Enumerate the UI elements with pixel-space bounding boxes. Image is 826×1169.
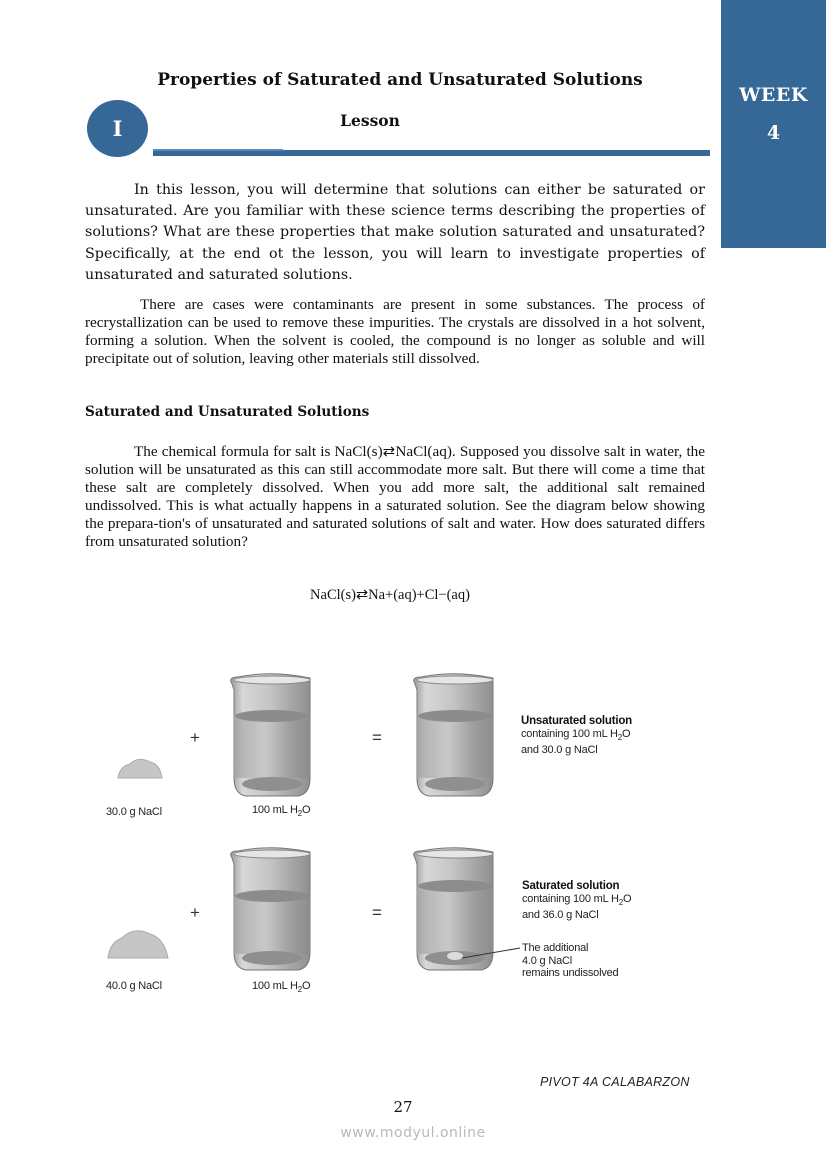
week-number: 4 (766, 122, 781, 144)
beaker-saturated (414, 848, 493, 970)
unsaturated-description: Unsaturated solution containing 100 mL $H_2O$ and 30.0 g NaCl (521, 715, 633, 757)
plus-sign-1: + (190, 728, 200, 747)
paragraph-recrystallization (85, 296, 705, 368)
water-label-2: 100 mL $H_2O$ (252, 980, 311, 995)
beaker-water-1 (231, 674, 310, 796)
week-label: WEEK (739, 84, 808, 106)
beaker-unsaturated (414, 674, 493, 796)
unsaturated-title: Unsaturated solution (521, 715, 633, 727)
saturated-description: Saturated solution containing 100 mL $H_2O$ and 36.0 g NaCl (522, 880, 632, 922)
week-tab (721, 0, 826, 248)
dissociation-equation: NaCl(s)⇄Na+(aq)+Cl−(aq) (310, 587, 470, 603)
equals-sign-2: = (372, 903, 382, 922)
undissolved-callout: The additional 4.0 g NaCl remains undissolved (522, 942, 619, 979)
page-number: 27 (393, 1098, 413, 1116)
undissolved-salt (447, 952, 463, 960)
plus-sign-2: + (190, 903, 200, 922)
saturated-title: Saturated solution (522, 880, 620, 892)
header-divider (153, 150, 710, 156)
salt-label-1: 30.0 g NaCl (106, 806, 162, 818)
paragraph-intro (85, 180, 705, 286)
paragraph-salt-text: The chemical formula for salt is NaCl(s)⇄NaCl(aq). Supposed you dissolve salt in water, the solution will be unsaturated as this can still accommodate more salt. But there will come a time that these salt are completely dissolved. When you add more salt, the additional salt remained undissolved. This is what actually happens in a saturated solution. See the diagram below showing the prepara-tion's of unsaturated and saturated solutions of salt and water. How does saturated differs from unsaturated solution? (85, 443, 705, 551)
equals-sign-1: = (372, 728, 382, 747)
paragraph-recrystallization-text: There are cases were contaminants are present in some substances. The process of recrystallization can be used to remove these impurities. The crystals are dissolved in a hot solvent, forming a solution. When the solvent is cooled, the compound is no longer as soluble and will precipitate out of solution, leaving other materials still dissolved. (85, 296, 705, 368)
diagram-graphics (0, 660, 826, 1020)
page-title: Properties of Saturated and Unsaturated Solutions (157, 70, 643, 90)
solution-diagram (0, 660, 826, 1020)
paragraph-intro-text: In this lesson, you will determine that solutions can either be saturated or unsaturated. Are you familiar with these science terms describing the properties of solutions? What are these properties that make solution saturated and unsaturated? Specifically, at the end ot the lesson, you will learn to investigate properties of unsaturated and saturated solutions. (85, 182, 705, 283)
section-label: Lesson (340, 111, 400, 130)
salt-pile-2 (108, 931, 168, 958)
section-marker: I (87, 100, 148, 157)
salt-label-2: 40.0 g NaCl (106, 980, 162, 992)
water-label-1: 100 mL $H_2O$ (252, 804, 311, 819)
section-subheading: Saturated and Unsaturated Solutions (85, 404, 370, 420)
paragraph-salt (85, 443, 705, 552)
salt-pile-1 (118, 759, 162, 778)
footer-source: PIVOT 4A CALABARZON (540, 1075, 690, 1089)
watermark-link[interactable]: www.modyul.online (340, 1125, 486, 1141)
beaker-water-2 (231, 848, 310, 970)
